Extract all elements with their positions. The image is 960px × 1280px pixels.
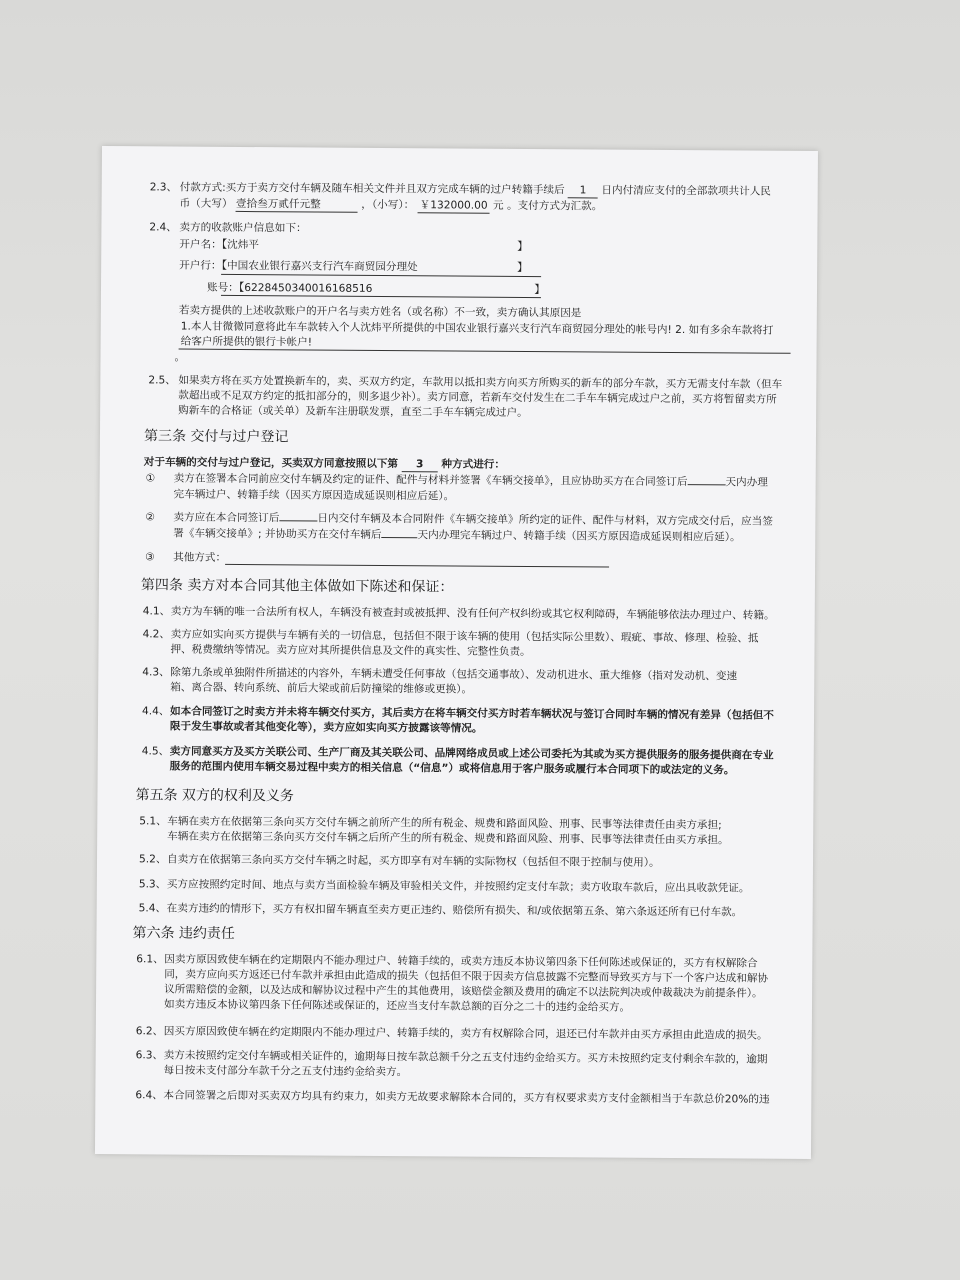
clause-text-line: 议所需赔偿的金额，以及达成和解协议过程中产生的其他费用，该赔偿金额及费用的确定不以法院判决或仲裁裁决为前提条件）。 (164, 983, 763, 1000)
bank-label: 开户行： (179, 259, 222, 272)
clause-number: 5.1、 (139, 815, 167, 828)
clause-text-line: 除第九条或单独附件所描述的内容外，车辆未遭受任何事故（包括交通事故）、发动机进水、重大维修（指对发动机、变速 (170, 666, 738, 683)
article-3-intro (144, 455, 505, 473)
clause-text-line: 限于发生事故或者其他变化等），卖方应如实向买方披露该等情况。 (169, 720, 483, 735)
option-3-mark: ③ (145, 551, 155, 564)
clause-number: 4.1、 (142, 605, 171, 618)
article-6-heading: 第六条 违约责任 (132, 925, 236, 942)
clause-text-line: 因卖方原因致使车辆在约定期限内不能办理过户、转籍手续的，或卖方违反本协议第四条下任何陈述或保证的，买方有权解除合 (164, 953, 758, 970)
account-name-label: 开户名： (179, 238, 222, 251)
clause-text-line: 卖方同意买方及买方关联公司、生产厂商及其关联公司、品牌网络成员或上述公司委托为其或为买方提供服务的服务提供商在专业 (169, 745, 774, 762)
account-name-row: 开户名：【沈炜平 】 (179, 237, 529, 253)
clause-text-line: 因买方原因致使车辆在约定期限内不能办理过户、转籍手续的，卖方有权解除合同，退还已付车款并由买方承担由此造成的损失。 (163, 1025, 768, 1042)
article-4-heading: 第四条 卖方对本合同其他主体做如下陈述和保证： (140, 577, 454, 596)
clause-text-line: 卖方为车辆的唯一合法所有权人，车辆没有被查封或被抵押、没有任何产权纠纷或其它权利障碍，车辆能够依法办理过户、转籍。 (170, 605, 775, 622)
account-number-label: 账号： (206, 281, 239, 294)
option-text: 卖方应在本合同签订后 (173, 511, 280, 525)
clause-text-line: 如本合同签订之时卖方并未将车辆交付买方，其后卖方在将车辆交付买方时若车辆状况与签订合同时车辆的情况有差异（包括但不 (170, 705, 774, 722)
clause-number: 6.1、 (136, 953, 164, 966)
clause-number: 2.5、 (148, 374, 176, 387)
clause-text-line: 自卖方在依据第三条向买方交付车辆之时起，买方即享有对车辆的实际物权（包括但不限于控制与使用）。 (166, 853, 660, 869)
clause-2-3-line2 (180, 197, 603, 215)
option-2-mark: ② (145, 511, 155, 524)
amount-number-field: ￥132000.00 (418, 199, 490, 214)
intro-text-2: 种方式进行： (441, 458, 506, 471)
selected-option-field: 3 (402, 458, 438, 472)
clause-text-line: 本合同签署之后即对买卖双方均具有约束力，如卖方无故要求解除本合同的，买方有权要求卖方支付金额相当于车款总价20%的违 (163, 1089, 770, 1106)
article-3-heading: 第三条 交付与过户登记 (143, 428, 289, 446)
clause-number: 4.2、 (142, 628, 171, 641)
option-text-2: 天内办理 (725, 476, 768, 489)
clause-text-line: 每日按未支付部分车款千分之五支付违约金给卖方。 (163, 1064, 408, 1079)
payment-days-field: 1 (568, 184, 598, 198)
clause-text-line: 在卖方违约的情形下，买方有权扣留车辆直至卖方更正违约、赔偿所有损失、和/或依据第五条、第六条返还所有已付车款。 (166, 902, 743, 919)
payment-method-text: 元 。支付方式为汇款。 (492, 199, 603, 213)
payment-terms-text-2: 日内付清应支付的全部款项共计人民 (601, 184, 771, 198)
clause-text-line: 卖方未按照约定交付车辆或相关证件的，逾期每日按车款总额千分之五支付违约金给买方。买方未按照约定支付剩余车款的，逾期 (163, 1049, 768, 1066)
clause-number: 5.4、 (138, 902, 167, 915)
clause-text-line: 买方应按照约定时间、地点与卖方当面检验车辆及审验相关文件，并按照约定支付车款；卖方收取车款后，应出具收款凭证。 (166, 878, 750, 895)
account-info-title: 卖方的收款账户信息如下： (179, 221, 307, 235)
option-2-line2 (173, 527, 740, 546)
amount-capital-label: 币（大写） (179, 197, 233, 210)
clause-text-line: 车辆在卖方在依据第三条向买方交付车辆之前所产生的所有税金、规费和路面风险、刑事、民事等法律责任由卖方承担; (167, 815, 722, 832)
other-method-field (225, 564, 609, 568)
payment-terms-text: 付款方式:买方于卖方交付车辆及随车相关文件并且双方完成车辆的过户转籍手续后 (179, 181, 565, 197)
option-2-days-field (279, 520, 317, 521)
clause-number: 2.3、 (149, 181, 178, 194)
intro-text: 对于车辆的交付与过户登记，买卖双方同意按照以下第 (143, 456, 399, 471)
amount-capital-field: 壹拾叁万贰仟元整 (236, 198, 358, 213)
option-text: 卖方在签署本合同前应交付车辆及约定的证件、配件与材料并签署《车辆交接单》，且应协助买方在合同签订后 (173, 472, 688, 489)
mismatch-reason-line1: 1.本人甘微微同意将此车车款转入个人沈炜平所提供的中国农业银行嘉兴支行汽车商贸园分理处的帐号内! 2. 如有多余车款将打 (180, 320, 774, 337)
clause-text-line: 卖方应如实向买方提供与车辆有关的一切信息，包括但不限于该车辆的使用（包括实际公里数）、瑕疵、事故、修理、检验、抵 (170, 628, 759, 645)
clause-text-line: 押、税费缴纳等情况。卖方应对其所提供信息及文件的真实性、完整性负责。 (170, 643, 531, 659)
mismatch-reason-line2: 给客户所提供的银行卡帐户! (180, 335, 313, 349)
bank-value: 中国农业银行嘉兴支行汽车商贸园分理处 (226, 259, 418, 274)
option-text-2: 天内办理完车辆过户、转籍手续（因买方原因造成延误则相应后延）。 (417, 529, 741, 544)
option-1-mark: ① (145, 472, 156, 485)
clause-number: 4.3、 (142, 666, 170, 679)
clause-text-line: 同，卖方应向买方返还已付车款并承担由此造成的损失（包括但不限于因卖方信息披露不完整而导致买方与下一个客户达成和解协 (164, 968, 769, 985)
underline (179, 349, 791, 354)
period-mark: 。 (174, 351, 186, 364)
account-number-value: 6228450340016168516 (244, 281, 373, 295)
account-mismatch-note: 若卖方提供的上述收款账户的开户名与卖方姓名（或名称）不一致，卖方确认其原因是 (178, 304, 582, 320)
option-text-2: 日内交付车辆及本合同附件《车辆交接单》所约定的证件、配件与材料，双方完成交付后，应当签 (317, 512, 773, 528)
clause-number: 6.2、 (135, 1025, 164, 1038)
amount-number-label: ，（小写）： (361, 198, 415, 212)
clause-text-line: 如卖方违反本协议第四条下任何陈述或保证的，还应当支付车款总额的百分之二十的违约金给买方。 (163, 998, 631, 1014)
clause-text-line: 服务的范围内使用车辆交易过程中卖方的相关信息（“信息”）或将信息用于客户服务或履行本合同项下的或法定的义务。 (169, 760, 735, 777)
clause-number: 2.4、 (149, 221, 177, 234)
clause-number: 6.3、 (135, 1049, 164, 1062)
clause-text-line: 箱、离合器、转向系统、前后大梁或前后防撞梁的维修或更换）。 (170, 681, 473, 696)
option-1-line2: 完车辆过户、转籍手续（因买方原因造成延误则相应后延）。 (173, 488, 455, 503)
option-1-days-field (687, 484, 725, 485)
clause-number: 4.5、 (141, 745, 170, 758)
clause-number: 5.2、 (138, 853, 167, 866)
bank-row: 开户行：【中国农业银行嘉兴支行汽车商贸园分理处 】 (179, 258, 529, 274)
account-name-value: 沈炜平 (227, 238, 260, 252)
clause-number: 5.3、 (138, 878, 167, 891)
option-3-label: 其他方式： (173, 551, 227, 564)
clause-number: 4.4、 (142, 705, 170, 718)
clause-2-5-line1: 如果卖方将在买方处置换新车的，卖、买双方约定，车款用以抵扣卖方向买方所购买的新车的部分车款，买方无需支付车款（但车 (178, 374, 783, 391)
clause-2-5-line2: 款超出或不足双方约定的抵扣部分的，则多退少补）。卖方同意，若新车交付发生在二手车车辆完成过户之前，买方将暂留卖方所 (178, 389, 777, 406)
option-text: 署《车辆交接单》; 并协助买方在交付车辆后 (173, 527, 382, 541)
clause-text-line: 车辆在卖方在依据第三条向买方交付车辆之后所产生的所有税金、规费和路面风险、刑事、民事等法律责任由买方承担。 (167, 830, 729, 847)
option-2-transfer-days-field (381, 537, 417, 538)
clause-2-5-line3: 购新车的合格证（或关单）及新车注册联发票，直至二手车车辆完成过户。 (178, 404, 528, 419)
article-5-heading: 第五条 双方的权利及义务 (135, 787, 294, 805)
contract-page (95, 146, 818, 1159)
clause-number: 6.4、 (135, 1089, 163, 1102)
account-number-row: 账号：【6228450340016168516 】 (206, 280, 546, 297)
